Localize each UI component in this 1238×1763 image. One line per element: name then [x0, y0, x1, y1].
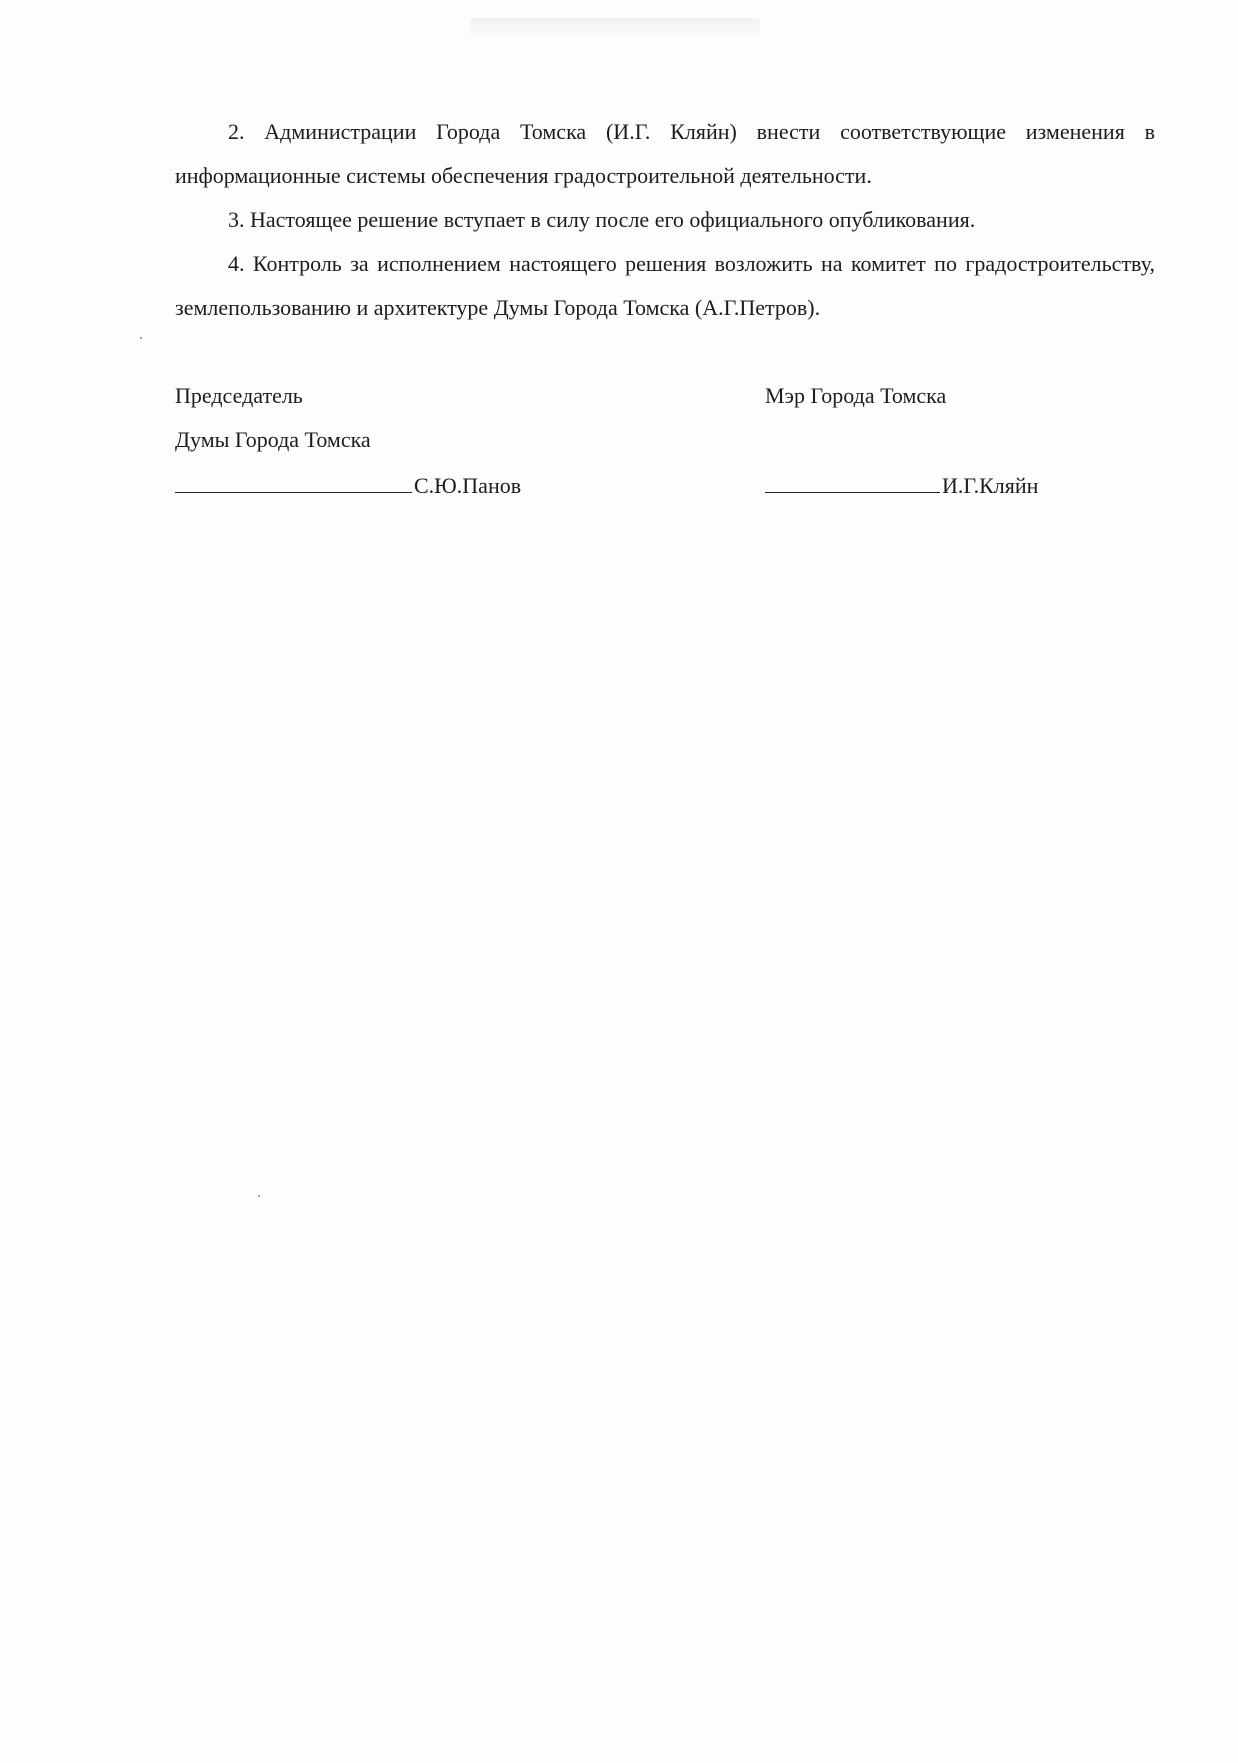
chairman-signature-line: [175, 462, 412, 493]
paragraph-4: 4. Контроль за исполнением настоящего решения возложить на комитет по градостроительству, землепользованию и архитектуре Думы Города Томска (А.Г.Петров).: [175, 251, 1155, 320]
mayor-name: И.Г.Кляйн: [942, 473, 1039, 498]
chairman-title: Председатель: [175, 383, 303, 408]
chairman-title-duma: Думы Города Томска: [175, 427, 371, 452]
signature-block-mayor: [765, 374, 1038, 508]
scan-artifact: [470, 18, 760, 42]
signature-block-chairman: [175, 374, 521, 508]
mayor-signature-line: [765, 462, 940, 493]
paragraph-3: 3. Настоящее решение вступает в силу после его официального опубликования.: [228, 207, 976, 232]
chairman-signature-row: [175, 462, 521, 508]
mayor-title: Мэр Города Томска: [765, 383, 947, 408]
scan-speck: [258, 1195, 260, 1197]
paragraph-2: 2. Администрации Города Томска (И.Г. Кляйн) внести соответствующие изменения в информационные системы обеспечения градостроительной деятельности.: [175, 119, 1155, 188]
mayor-spacer: [765, 418, 1038, 462]
chairman-name: С.Ю.Панов: [414, 473, 522, 498]
scan-speck: [140, 337, 142, 339]
mayor-signature-row: [765, 462, 1038, 508]
document-body: [175, 110, 1155, 330]
